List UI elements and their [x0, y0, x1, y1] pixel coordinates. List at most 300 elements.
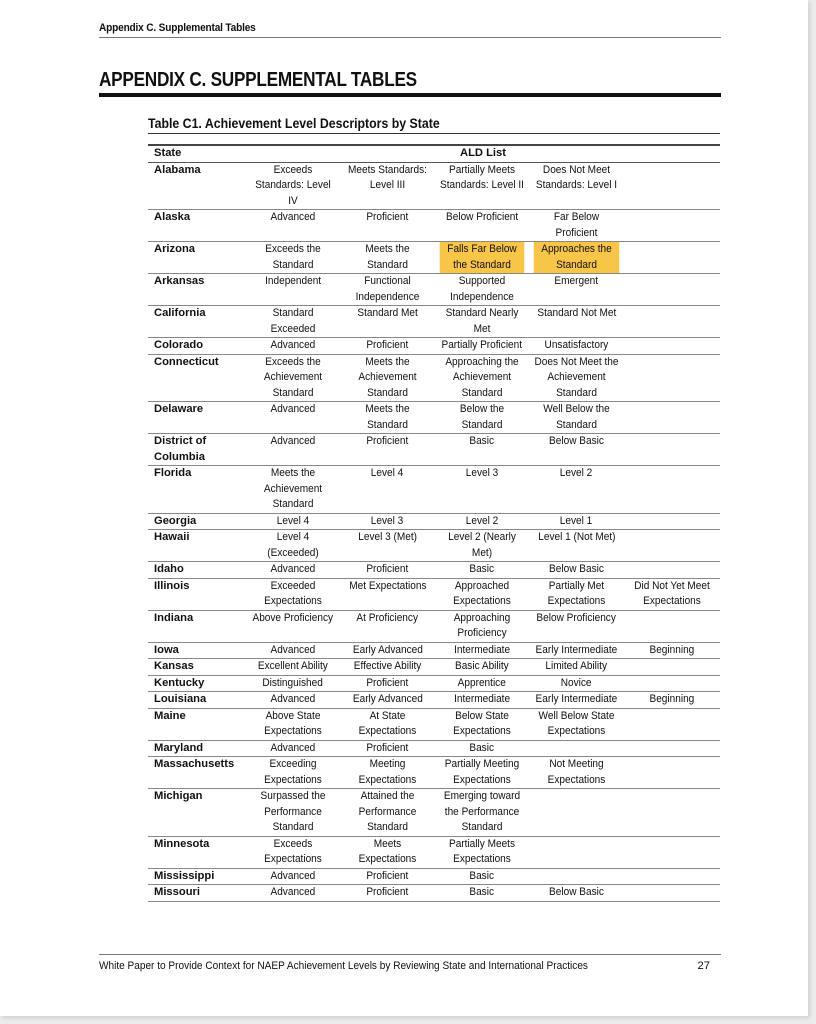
ald-level-cell [246, 274, 340, 306]
ald-level-text: Functional Independence [355, 275, 420, 303]
ald-level-cell [435, 708, 529, 740]
ald-level-cell [435, 836, 529, 868]
state-name-cell: Alabama [154, 163, 201, 176]
ald-level-cell [246, 642, 340, 659]
ald-level-cell [435, 338, 529, 355]
ald-level-text: Surpassed the Performance Standard [260, 790, 326, 833]
ald-level-text: Level 1 [560, 514, 593, 527]
ald-level-text: Beginning [649, 643, 695, 656]
ald-level-text: Basic [469, 563, 495, 575]
table-row [148, 692, 720, 709]
ald-level-cell [529, 708, 624, 740]
ald-level-text: Level 4 (Exceeded) [267, 531, 319, 559]
ald-level-cell [340, 402, 435, 434]
ald-level-text: Proficient [366, 676, 409, 689]
ald-level-text: Advanced [270, 435, 316, 447]
ald-level-text: Exceeding Expectations [264, 758, 322, 786]
ald-level-cell [529, 659, 624, 676]
ald-level-text: Below Basic [549, 563, 604, 575]
ald-level-text: Far Below Proficient [553, 211, 600, 239]
ald-level-cell [624, 162, 720, 210]
highlighted-ald-level-text: Approaches the Standard [534, 242, 620, 273]
ald-level-cell [435, 610, 529, 642]
table-row [148, 210, 720, 242]
ald-level-cell [529, 836, 624, 868]
ald-level-text: Early Intermediate [535, 693, 618, 705]
ald-level-text: Standard Nearly Met [445, 307, 519, 335]
ald-level-text: Basic [469, 869, 495, 882]
ald-level-cell [340, 562, 435, 579]
ald-level-text: Advanced [270, 693, 316, 705]
ald-level-cell [340, 530, 435, 562]
state-name-cell: Mississippi [154, 869, 215, 882]
ald-level-text: Below Basic [549, 886, 604, 898]
table-body [148, 162, 720, 901]
ald-level-text: Early Advanced [352, 643, 423, 656]
ald-level-text: Advanced [270, 741, 316, 754]
state-name-cell: Colorado [154, 339, 204, 351]
ald-level-text: Advanced [270, 563, 316, 575]
ald-level-cell [624, 466, 720, 514]
ald-level-cell [529, 868, 624, 885]
state-name-cell: California [154, 307, 206, 319]
ald-level-cell [435, 789, 529, 837]
ald-level-text: At Proficiency [356, 611, 419, 624]
ald-level-cell [624, 642, 720, 659]
ald-level-cell [246, 708, 340, 740]
ald-level-cell [624, 610, 720, 642]
ald-level-cell [529, 434, 624, 466]
state-name-cell: Arizona [154, 243, 196, 255]
ald-level-cell [435, 562, 529, 579]
ald-level-text: Met Expectations [348, 579, 427, 592]
page-number: 27 [697, 960, 710, 972]
ald-level-cell [624, 210, 720, 242]
state-name-cell: Louisiana [154, 693, 207, 705]
table-row [148, 530, 720, 562]
table-row [148, 513, 720, 530]
ald-level-text: Partially Met Expectations [547, 579, 606, 607]
ald-level-cell [435, 162, 529, 210]
ald-level-text: Early Advanced [352, 693, 423, 705]
ald-level-cell [340, 466, 435, 514]
table-row [148, 578, 720, 610]
ald-level-cell [246, 354, 340, 402]
ald-level-text: Meets the Standard [365, 403, 410, 431]
ald-level-text: Below Proficient [445, 211, 519, 223]
state-name-cell: District of Columbia [154, 435, 207, 463]
ald-level-text: Intermediate [454, 693, 510, 705]
ald-level-cell [340, 642, 435, 659]
table-row [148, 836, 720, 868]
state-name-cell: Michigan [154, 790, 203, 802]
table-row [148, 242, 720, 274]
ald-level-cell [624, 434, 720, 466]
ald-level-cell [435, 530, 529, 562]
ald-level-text: Basic Ability [455, 660, 509, 672]
ald-level-cell [529, 354, 624, 402]
state-name-cell: Florida [154, 467, 192, 479]
ald-level-text: Exceeds the Standard [265, 243, 321, 271]
ald-level-cell [246, 513, 340, 530]
ald-level-text: Below Basic [549, 435, 604, 447]
ald-level-cell [624, 306, 720, 338]
ald-level-cell [246, 675, 340, 692]
ald-level-text: Advanced [270, 643, 316, 656]
ald-level-cell [435, 402, 529, 434]
ald-level-cell [340, 338, 435, 355]
ald-level-text: Basic [469, 435, 495, 447]
table-row [148, 610, 720, 642]
ald-level-cell [435, 354, 529, 402]
state-name-cell: Kentucky [154, 676, 205, 689]
ald-level-cell [435, 642, 529, 659]
ald-level-text: Independent [265, 275, 321, 287]
ald-level-cell [340, 578, 435, 610]
ald-level-cell [340, 757, 435, 789]
ald-level-cell [340, 610, 435, 642]
state-name-cell: Arkansas [154, 275, 205, 287]
footer-rule [99, 954, 721, 955]
ald-level-text: Proficient [366, 886, 409, 898]
ald-level-cell [529, 402, 624, 434]
ald-level-cell [340, 708, 435, 740]
ald-level-cell [435, 740, 529, 757]
table-header-row [148, 145, 720, 162]
ald-level-text: Beginning [649, 693, 695, 705]
ald-level-text: Meets Standards: Level III [348, 163, 427, 191]
ald-level-text: Level 2 (Nearly Met) [448, 531, 516, 559]
table-row [148, 757, 720, 789]
ald-level-text: Partially Meets Expectations [448, 837, 516, 865]
ald-level-cell [529, 306, 624, 338]
ald-level-cell [340, 659, 435, 676]
ald-level-cell [340, 513, 435, 530]
ald-level-text: Meeting Expectations [358, 758, 417, 786]
ald-level-text: At State Expectations [358, 709, 417, 737]
ald-level-cell [246, 757, 340, 789]
ald-level-cell [624, 562, 720, 579]
header-state: State [154, 147, 182, 159]
table-row [148, 789, 720, 837]
ald-level-cell [624, 402, 720, 434]
table-row [148, 162, 720, 210]
ald-level-cell [435, 659, 529, 676]
ald-level-cell [624, 513, 720, 530]
ald-level-cell [246, 338, 340, 355]
ald-level-cell [529, 692, 624, 709]
ald-level-text: Apprentice [457, 676, 507, 689]
state-name-cell: Minnesota [154, 837, 210, 850]
ald-level-text: Advanced [270, 886, 316, 898]
ald-level-cell [246, 562, 340, 579]
ald-level-text: Basic [469, 886, 495, 898]
state-name-cell: Alaska [154, 211, 191, 223]
ald-level-text: Meets the Achievement Standard [358, 355, 417, 399]
ald-level-text: Approached Expectations [453, 579, 511, 607]
table-row [148, 466, 720, 514]
ald-level-cell [340, 306, 435, 338]
ald-level-text: Emergent [554, 275, 599, 287]
ald-level-cell [435, 692, 529, 709]
ald-level-cell [529, 740, 624, 757]
ald-level-cell [624, 789, 720, 837]
ald-level-cell [529, 530, 624, 562]
ald-level-text: Exceeds the Achievement Standard [263, 355, 323, 399]
ald-level-cell [529, 210, 624, 242]
ald-level-text: Partially Proficient [441, 339, 523, 351]
caption-rule [148, 133, 720, 134]
ald-level-cell [624, 242, 720, 274]
ald-level-cell [246, 740, 340, 757]
state-name-cell: Georgia [154, 514, 197, 527]
ald-level-text: Does Not Meet the Achievement Standard [534, 355, 619, 399]
ald-level-cell [435, 578, 529, 610]
ald-level-text: Level 4 [371, 467, 404, 479]
ald-level-cell [529, 162, 624, 210]
ald-level-cell [340, 868, 435, 885]
ald-level-text: Attained the Performance Standard [358, 790, 417, 833]
ald-level-text: Level 2 [560, 467, 593, 479]
ald-level-text: Proficient [366, 563, 409, 575]
ald-level-cell [624, 338, 720, 355]
ald-level-text: Partially Meeting Expectations [444, 758, 520, 786]
ald-level-text: Level 3 [465, 467, 499, 479]
ald-level-text: Advanced [270, 869, 316, 882]
ald-level-text: Exceeds Expectations [264, 837, 322, 865]
ald-level-cell [529, 610, 624, 642]
ald-level-cell [529, 642, 624, 659]
ald-level-text: Did Not Yet Meet Expectations [634, 579, 710, 607]
running-head: Appendix C. Supplemental Tables [99, 22, 256, 34]
ald-level-cell [246, 868, 340, 885]
ald-level-cell [529, 675, 624, 692]
ald-level-text: Below Proficiency [536, 611, 617, 624]
ald-level-text: Effective Ability [353, 660, 422, 672]
ald-level-text: Proficient [366, 869, 409, 882]
table-row [148, 274, 720, 306]
ald-level-cell [529, 513, 624, 530]
ald-level-cell [435, 242, 529, 274]
ald-level-cell [624, 757, 720, 789]
ald-level-cell [624, 578, 720, 610]
ald-level-text: Meets the Achievement Standard [263, 467, 323, 510]
ald-level-cell [529, 578, 624, 610]
table-row [148, 434, 720, 466]
state-name-cell: Maine [154, 709, 186, 722]
header-rule [99, 37, 721, 38]
ald-level-cell [340, 242, 435, 274]
ald-level-cell [435, 274, 529, 306]
ald-level-text: Approaching the Achievement Standard [445, 355, 519, 399]
ald-level-cell [624, 836, 720, 868]
ald-level-cell [246, 434, 340, 466]
ald-level-cell [529, 885, 624, 902]
ald-level-text: Level 4 [276, 514, 310, 527]
state-name-cell: Illinois [154, 579, 190, 592]
ald-level-text: Well Below State Expectations [538, 709, 615, 737]
ald-level-cell [435, 306, 529, 338]
ald-level-cell [246, 836, 340, 868]
ald-level-cell [435, 675, 529, 692]
table-row [148, 868, 720, 885]
ald-level-text: Emerging toward the Performance Standard [443, 790, 521, 833]
state-name-cell: Iowa [154, 643, 179, 656]
ald-level-text: Does Not Meet Standards: Level I [535, 163, 618, 191]
table-row [148, 675, 720, 692]
ald-level-text: Supported Independence [450, 275, 514, 303]
table-row [148, 885, 720, 902]
ald-level-cell [246, 530, 340, 562]
state-name-cell: Indiana [154, 611, 194, 624]
ald-level-cell [340, 210, 435, 242]
ald-level-text: Exceeded Expectations [264, 579, 322, 607]
ald-level-text: Meets the Standard [365, 243, 410, 271]
ald-level-text: Proficient [366, 435, 409, 447]
state-name-cell: Connecticut [154, 355, 219, 368]
ald-level-cell [435, 210, 529, 242]
table-row [148, 708, 720, 740]
ald-level-text: Unsatisfactory [544, 339, 609, 351]
ald-level-cell [529, 757, 624, 789]
ald-level-cell [529, 338, 624, 355]
ald-level-cell [529, 466, 624, 514]
ald-level-cell [624, 530, 720, 562]
ald-level-cell [624, 675, 720, 692]
ald-level-text: Level 1 (Not Met) [537, 531, 616, 543]
ald-level-cell [246, 610, 340, 642]
ald-level-cell [529, 789, 624, 837]
ald-level-cell [340, 434, 435, 466]
table-row [148, 402, 720, 434]
ald-level-cell [529, 274, 624, 306]
ald-level-text: Limited Ability [545, 660, 608, 672]
ald-level-text: Excellent Ability [258, 660, 328, 672]
state-name-cell: Idaho [154, 563, 184, 575]
ald-level-text: Above Proficiency [252, 611, 334, 624]
header-ald-list [246, 145, 720, 162]
ald-level-cell [340, 354, 435, 402]
ald-level-cell [246, 885, 340, 902]
ald-level-cell [624, 740, 720, 757]
ald-level-text: Distinguished [262, 676, 324, 689]
ald-level-text: Novice [561, 676, 592, 689]
ald-level-cell [435, 885, 529, 902]
ald-level-cell [246, 402, 340, 434]
ald-level-text: Intermediate [454, 643, 510, 656]
state-name-cell: Kansas [154, 660, 194, 672]
ald-table [148, 144, 720, 902]
table-row [148, 354, 720, 402]
ald-level-text: Below the Standard [459, 403, 505, 431]
state-name-cell: Massachusetts [154, 758, 235, 770]
ald-level-text: Proficient [366, 339, 409, 351]
state-name-cell: Hawaii [154, 531, 190, 543]
ald-level-text: Above State Expectations [264, 709, 322, 737]
ald-level-cell [624, 692, 720, 709]
highlighted-ald-level-text: Falls Far Below the Standard [440, 242, 525, 273]
table-row [148, 642, 720, 659]
ald-level-cell [246, 659, 340, 676]
ald-level-cell [246, 210, 340, 242]
ald-level-text: Advanced [270, 211, 316, 223]
footer-text: White Paper to Provide Context for NAEP Achievement Levels by Reviewing State and International Practices [99, 960, 588, 972]
header-ald-list-label: ALD List [460, 147, 506, 159]
ald-level-cell [340, 885, 435, 902]
ald-level-cell [435, 513, 529, 530]
ald-level-cell [624, 659, 720, 676]
ald-level-cell [624, 868, 720, 885]
ald-level-text: Basic [469, 741, 495, 754]
table-row [148, 562, 720, 579]
table-row [148, 740, 720, 757]
ald-level-cell [340, 274, 435, 306]
ald-level-cell [246, 789, 340, 837]
ald-level-text: Approaching Proficiency [453, 611, 511, 639]
ald-level-cell [246, 692, 340, 709]
ald-level-text: Below State Expectations [453, 709, 511, 737]
title-rule [99, 93, 721, 97]
ald-level-cell [340, 789, 435, 837]
ald-level-cell [340, 675, 435, 692]
ald-level-cell [624, 274, 720, 306]
ald-level-cell [435, 757, 529, 789]
table-row [148, 306, 720, 338]
ald-level-cell [435, 868, 529, 885]
ald-level-cell [435, 466, 529, 514]
state-name-cell: Missouri [154, 886, 201, 898]
ald-level-text: Advanced [270, 339, 316, 351]
ald-level-cell [246, 578, 340, 610]
appendix-title: APPENDIX C. SUPPLEMENTAL TABLES [99, 69, 417, 91]
ald-level-text: Proficient [366, 211, 409, 223]
ald-level-cell [340, 836, 435, 868]
ald-level-text: Meets Expectations [358, 837, 417, 865]
state-name-cell: Delaware [154, 403, 204, 415]
ald-level-text: Early Intermediate [535, 643, 618, 656]
ald-level-cell [529, 242, 624, 274]
ald-level-cell [246, 242, 340, 274]
table-row [148, 338, 720, 355]
table-caption: Table C1. Achievement Level Descriptors by State [148, 115, 440, 131]
ald-level-text: Well Below the Standard [543, 403, 610, 431]
ald-level-cell [340, 740, 435, 757]
table-row [148, 659, 720, 676]
ald-level-cell [624, 354, 720, 402]
ald-level-cell [246, 162, 340, 210]
ald-level-text: Standard Not Met [537, 307, 616, 319]
ald-level-text: Advanced [270, 403, 316, 415]
ald-level-text: Level 3 [371, 514, 404, 527]
ald-level-text: Standard Exceeded [270, 307, 316, 335]
ald-level-cell [246, 466, 340, 514]
ald-level-text: Level 3 (Met) [358, 531, 417, 543]
ald-level-cell [624, 708, 720, 740]
ald-level-cell [340, 692, 435, 709]
ald-level-cell [435, 434, 529, 466]
ald-level-text: Level 2 [465, 514, 499, 527]
ald-level-cell [246, 306, 340, 338]
state-name-cell: Maryland [154, 741, 204, 754]
ald-level-cell [340, 162, 435, 210]
ald-level-text: Partially Meets Standards: Level II [440, 163, 524, 191]
ald-level-text: Standard Met [357, 307, 418, 319]
ald-level-text: Exceeds Standards: Level IV [255, 163, 331, 207]
ald-level-text: Proficient [366, 741, 409, 754]
ald-level-text: Not Meeting Expectations [547, 758, 606, 786]
ald-level-cell [529, 562, 624, 579]
ald-level-cell [624, 885, 720, 902]
